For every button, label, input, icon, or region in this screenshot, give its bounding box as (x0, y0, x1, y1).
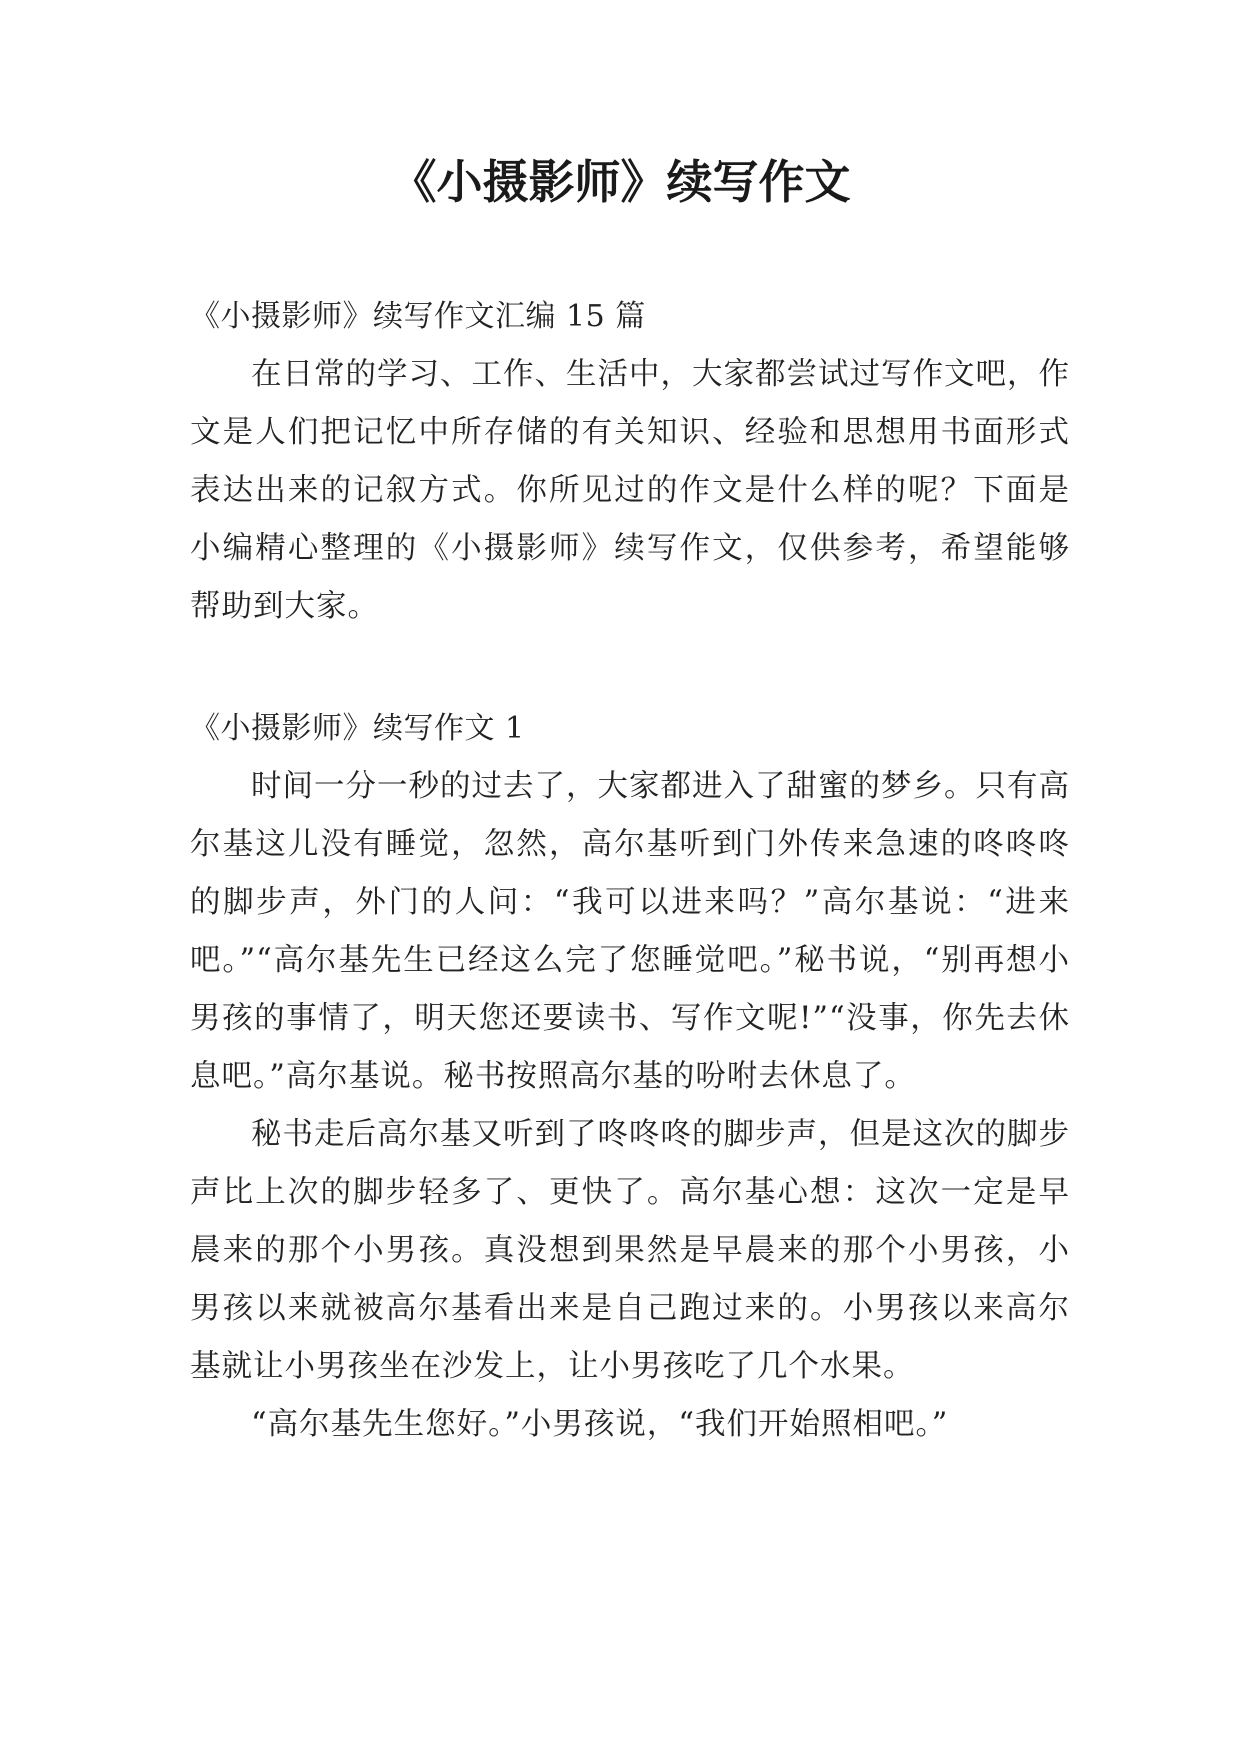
essay-1-paragraph-2: 秘书走后高尔基又听到了咚咚咚的脚步声，但是这次的脚步声比上次的脚步轻多了、更快了。高尔基心想：这次一定是早晨来的那个小男孩。真没想到果然是早晨来的那个小男孩，小男孩以来就被高尔基看出来是自己跑过来的。小男孩以来高尔基就让小男孩坐在沙发上，让小男孩吃了几个水果。 (190, 1117, 1070, 1384)
intro-paragraph: 在日常的学习、工作、生活中，大家都尝试过写作文吧，作文是人们把记忆中所存储的有关知识、经验和思想用书面形式表达出来的记叙方式。你所见过的作文是什么样的呢？下面是小编精心整理的《小摄影师》续写作文，仅供参考，希望能够帮助到大家。 (190, 357, 1070, 624)
essay-1-paragraph-1: 时间一分一秒的过去了，大家都进入了甜蜜的梦乡。只有高尔基这儿没有睡觉，忽然，高尔基听到门外传来急速的咚咚咚的脚步声，外门的人问：“我可以进来吗？”高尔基说：“进来吧。”“高尔基先生已经这么完了您睡觉吧。”秘书说，“别再想小男孩的事情了，明天您还要读书、写作文呢!”“没事，你先去休息吧。”高尔基说。秘书按照高尔基的吩咐去休息了。 (190, 769, 1070, 1094)
essay-1-section (190, 700, 1070, 1454)
essay-1-heading: 《小摄影师》续写作文 1 (190, 711, 525, 746)
essay-1-paragraph-3: “高尔基先生您好。”小男孩说，“我们开始照相吧。” (251, 1407, 949, 1442)
intro-section (190, 288, 1070, 636)
document-title: 《小摄影师》续写作文 (390, 155, 851, 209)
collection-heading: 《小摄影师》续写作文汇编 15 篇 (190, 299, 646, 334)
